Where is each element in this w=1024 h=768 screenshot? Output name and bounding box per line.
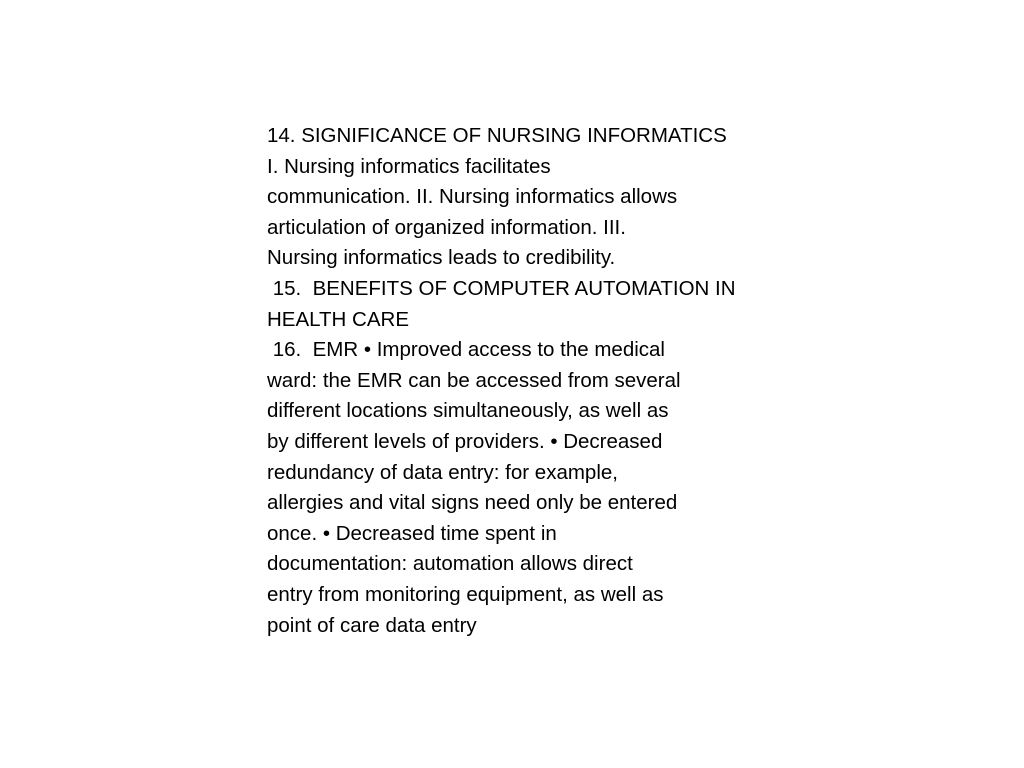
text-line: communication. II. Nursing informatics allows [267,185,678,209]
text-line: by different levels of providers. • Decreased [267,429,663,453]
text-line: entry from monitoring equipment, as well as [267,582,664,606]
text-line: articulation of organized information. III. [267,215,626,239]
text-line: allergies and vital signs need only be entered [267,491,678,515]
text-line: ward: the EMR can be accessed from several [267,368,681,392]
text-line-section-16-heading: 16. EMR • Improved access to the medical [267,338,665,362]
text-line: once. • Decreased time spent in [267,521,557,545]
text-line: point of care data entry [267,613,477,637]
text-line: redundancy of data entry: for example, [267,460,618,484]
text-line-section-14-heading: 14. SIGNIFICANCE OF NURSING INFORMATICS [267,124,727,147]
slide-text-block [267,121,767,641]
text-line: different locations simultaneously, as well as [267,399,669,423]
text-line: I. Nursing informatics facilitates [267,154,551,178]
text-line-section-15-heading: 15. BENEFITS OF COMPUTER AUTOMATION IN [267,276,736,300]
text-line-section-15-heading-cont: HEALTH CARE [267,307,410,331]
text-line: Nursing informatics leads to credibility. [267,246,616,270]
text-line: documentation: automation allows direct [267,552,633,576]
